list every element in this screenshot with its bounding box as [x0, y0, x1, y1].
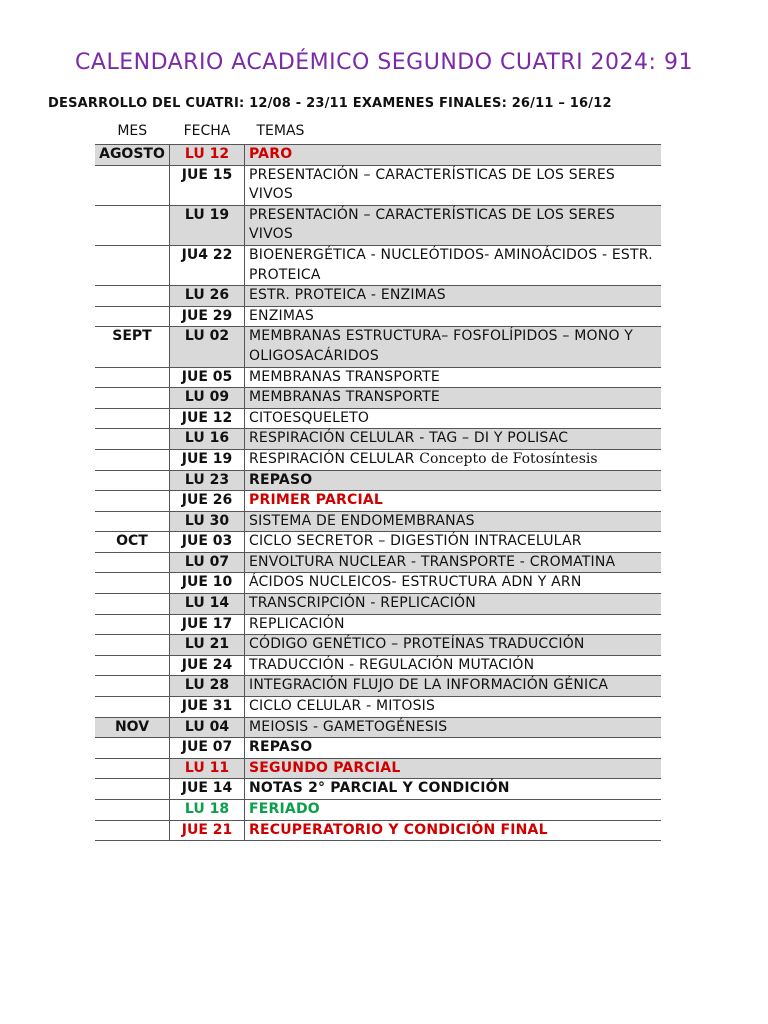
table-row: [95, 552, 661, 573]
topic-cell: ENZIMAS: [245, 306, 662, 327]
topic-cell: REPASO: [245, 738, 662, 759]
date-cell: LU 14: [170, 594, 245, 615]
date-cell: LU 23: [170, 470, 245, 491]
month-cell: [95, 429, 170, 450]
date-cell: JUE 05: [170, 367, 245, 388]
table-row: [95, 367, 661, 388]
topic-cell: CITOESQUELETO: [245, 408, 662, 429]
month-cell: [95, 388, 170, 409]
date-cell: JUE 15: [170, 165, 245, 205]
table-row: [95, 388, 661, 409]
date-cell: JU4 22: [170, 245, 245, 285]
table-row: [95, 697, 661, 718]
table-row: [95, 449, 661, 470]
month-cell: [95, 306, 170, 327]
topic-cell: ESTR. PROTEICA - ENZIMAS: [245, 286, 662, 307]
table-row: [95, 429, 661, 450]
header-temas: TEMAS: [245, 122, 662, 145]
topic-text: RESPIRACIÓN CELULAR: [249, 450, 415, 467]
calendar-table: [95, 122, 661, 841]
topic-cell: SISTEMA DE ENDOMEMBRANAS: [245, 511, 662, 532]
topic-cell: PARO: [245, 145, 662, 166]
topic-cell: PRESENTACIÓN – CARACTERÍSTICAS DE LOS SERES VIVOS: [245, 205, 662, 245]
table-row: [95, 286, 661, 307]
month-cell: [95, 820, 170, 841]
table-row: [95, 758, 661, 779]
table-row: [95, 573, 661, 594]
month-cell: SEPT: [95, 327, 170, 367]
topic-cell: PRESENTACIÓN – CARACTERÍSTICAS DE LOS SERES VIVOS: [245, 165, 662, 205]
table-row: [95, 245, 661, 285]
table-row: [95, 205, 661, 245]
month-cell: [95, 245, 170, 285]
table-row: [95, 145, 661, 166]
month-cell: [95, 779, 170, 800]
topic-cell: REPLICACIÓN: [245, 614, 662, 635]
date-cell: JUE 07: [170, 738, 245, 759]
table-row: [95, 800, 661, 821]
month-cell: [95, 470, 170, 491]
month-cell: [95, 449, 170, 470]
month-cell: [95, 367, 170, 388]
table-row: [95, 511, 661, 532]
month-cell: [95, 205, 170, 245]
topic-cell: RECUPERATORIO Y CONDICIÓN FINAL: [245, 820, 662, 841]
date-cell: LU 12: [170, 145, 245, 166]
topic-cell: NOTAS 2° PARCIAL Y CONDICIÓN: [245, 779, 662, 800]
topic-cell: SEGUNDO PARCIAL: [245, 758, 662, 779]
semester-dates: DESARROLLO DEL CUATRI: 12/08 - 23/11 EXAMENES FINALES: 26/11 – 16/12: [48, 96, 612, 111]
topic-cell: MEMBRANAS ESTRUCTURA– FOSFOLÍPIDOS – MONO Y OLIGOSACÁRIDOS: [245, 327, 662, 367]
month-cell: [95, 635, 170, 656]
month-cell: NOV: [95, 717, 170, 738]
page-title: CALENDARIO ACADÉMICO SEGUNDO CUATRI 2024: 91: [75, 50, 693, 75]
table-header-row: [95, 122, 661, 145]
month-cell: [95, 594, 170, 615]
month-cell: [95, 165, 170, 205]
month-cell: [95, 697, 170, 718]
topic-cell: BIOENERGÉTICA - NUCLEÓTIDOS- AMINOÁCIDOS - ESTR. PROTEICA: [245, 245, 662, 285]
month-cell: AGOSTO: [95, 145, 170, 166]
date-cell: JUE 31: [170, 697, 245, 718]
topic-cell: MEMBRANAS TRANSPORTE: [245, 367, 662, 388]
month-cell: [95, 614, 170, 635]
table-row: [95, 717, 661, 738]
table-row: [95, 408, 661, 429]
topic-cell: CICLO CELULAR - MITOSIS: [245, 697, 662, 718]
month-cell: [95, 758, 170, 779]
topic-cell: MEMBRANAS TRANSPORTE: [245, 388, 662, 409]
topic-cell: [245, 449, 662, 470]
date-cell: LU 16: [170, 429, 245, 450]
month-cell: [95, 511, 170, 532]
table-row: [95, 532, 661, 553]
topic-cell: RESPIRACIÓN CELULAR - TAG – DI Y POLISAC: [245, 429, 662, 450]
topic-cell: INTEGRACIÓN FLUJO DE LA INFORMACIÓN GÉNICA: [245, 676, 662, 697]
table-row: [95, 820, 661, 841]
date-cell: LU 18: [170, 800, 245, 821]
date-cell: LU 30: [170, 511, 245, 532]
table-row: [95, 655, 661, 676]
topic-cell: MEIOSIS - GAMETOGÉNESIS: [245, 717, 662, 738]
table-row: [95, 738, 661, 759]
month-cell: [95, 573, 170, 594]
date-cell: LU 11: [170, 758, 245, 779]
topic-cell: CICLO SECRETOR – DIGESTIÓN INTRACELULAR: [245, 532, 662, 553]
table-row: [95, 306, 661, 327]
table-row: [95, 327, 661, 367]
header-mes: MES: [95, 122, 170, 145]
table-row: [95, 635, 661, 656]
topic-cell: ENVOLTURA NUCLEAR - TRANSPORTE - CROMATINA: [245, 552, 662, 573]
date-cell: JUE 19: [170, 449, 245, 470]
month-cell: [95, 738, 170, 759]
topic-note: Concepto de Fotosíntesis: [419, 450, 598, 467]
date-cell: LU 09: [170, 388, 245, 409]
date-cell: JUE 26: [170, 491, 245, 512]
date-cell: JUE 14: [170, 779, 245, 800]
table-row: [95, 779, 661, 800]
date-cell: JUE 24: [170, 655, 245, 676]
date-cell: LU 21: [170, 635, 245, 656]
month-cell: [95, 552, 170, 573]
date-cell: JUE 21: [170, 820, 245, 841]
date-cell: JUE 17: [170, 614, 245, 635]
month-cell: [95, 800, 170, 821]
date-cell: LU 07: [170, 552, 245, 573]
date-cell: JUE 03: [170, 532, 245, 553]
date-cell: JUE 12: [170, 408, 245, 429]
topic-cell: ÁCIDOS NUCLEICOS- ESTRUCTURA ADN Y ARN: [245, 573, 662, 594]
table-row: [95, 470, 661, 491]
date-cell: LU 28: [170, 676, 245, 697]
header-fecha: FECHA: [170, 122, 245, 145]
date-cell: LU 26: [170, 286, 245, 307]
month-cell: [95, 408, 170, 429]
topic-cell: TRADUCCIÓN - REGULACIÓN MUTACIÓN: [245, 655, 662, 676]
table-row: [95, 614, 661, 635]
month-cell: [95, 676, 170, 697]
date-cell: LU 04: [170, 717, 245, 738]
date-cell: JUE 10: [170, 573, 245, 594]
topic-cell: PRIMER PARCIAL: [245, 491, 662, 512]
date-cell: LU 02: [170, 327, 245, 367]
month-cell: OCT: [95, 532, 170, 553]
table-row: [95, 594, 661, 615]
table-row: [95, 165, 661, 205]
topic-cell: FERIADO: [245, 800, 662, 821]
date-cell: LU 19: [170, 205, 245, 245]
table-row: [95, 676, 661, 697]
topic-cell: REPASO: [245, 470, 662, 491]
month-cell: [95, 491, 170, 512]
month-cell: [95, 655, 170, 676]
date-cell: JUE 29: [170, 306, 245, 327]
topic-cell: CÓDIGO GENÉTICO – PROTEÍNAS TRADUCCIÓN: [245, 635, 662, 656]
table-row: [95, 491, 661, 512]
topic-cell: TRANSCRIPCIÓN - REPLICACIÓN: [245, 594, 662, 615]
month-cell: [95, 286, 170, 307]
